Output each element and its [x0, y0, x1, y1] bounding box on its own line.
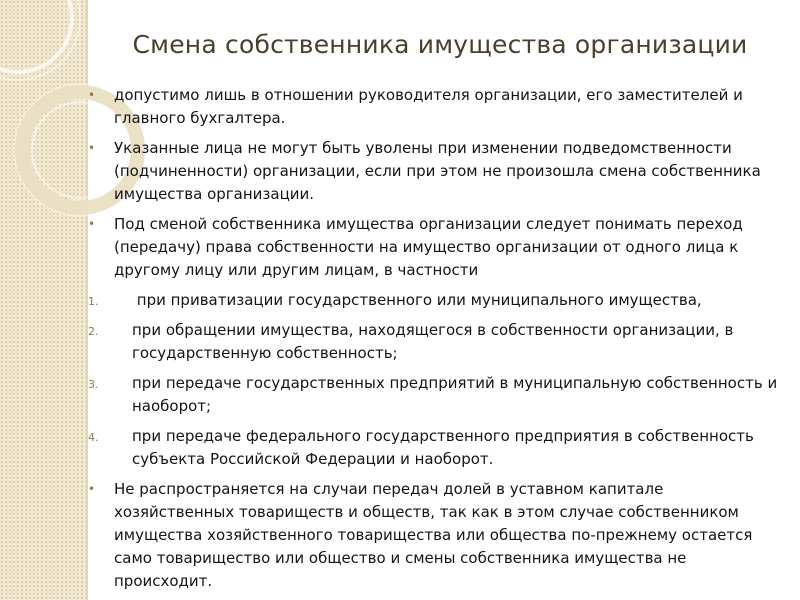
number-marker: 1. — [88, 295, 99, 308]
numbered-item-text: при передаче государственных предприятий в муниципальную собственность и наоборот; — [132, 374, 778, 415]
number-marker: 2. — [88, 325, 99, 338]
bullet-dot-icon: • — [88, 88, 96, 102]
numbered-item — [88, 425, 778, 471]
list-item — [88, 478, 778, 593]
bullet-dot-icon: • — [88, 141, 96, 155]
numbered-item — [88, 372, 778, 418]
list-item — [88, 213, 778, 282]
list-item — [88, 84, 778, 130]
numbered-item — [88, 319, 778, 365]
bullet-dot-icon: • — [88, 482, 96, 496]
list-item-text: Указанные лица не могут быть уволены при изменении подведомственности (подчиненности) организации, если при этом не произошла смена собственника имущества организации. — [114, 139, 761, 203]
slide-content — [88, 84, 778, 600]
list-item-text: Не распространяется на случаи передач долей в уставном капитале хозяйственных товариществ и обществ, так как в этом случае собственником имущества хозяйственного товарищества или общества по-прежнему остается само товарищество или общество и смены собственника имущества не происходит. — [114, 480, 753, 590]
list-item — [88, 137, 778, 206]
slide-title: Смена собственника имущества организации — [132, 30, 748, 59]
list-item-text: Под сменой собственника имущества организации следует понимать переход (передачу) права собственности на имущество организации от одного лица к другому лицу или другим лицам, в частности — [114, 215, 743, 279]
bullet-dot-icon: • — [88, 217, 96, 231]
numbered-item-text: при приватизации государственного или муниципального имущества, — [132, 291, 702, 309]
number-marker: 4. — [88, 431, 99, 444]
numbered-item-text: при обращении имущества, находящегося в собственности организации, в государственную собственность; — [132, 321, 734, 362]
numbered-item-text: при передаче федерального государственного предприятия в собственность субъекта Российской Федерации и наоборот. — [132, 427, 754, 468]
numbered-item — [88, 289, 778, 312]
number-marker: 3. — [88, 378, 99, 391]
list-item-text: допустимо лишь в отношении руководителя организации, его заместителей и главного бухгалтера. — [114, 86, 743, 127]
decorative-side-band — [0, 0, 88, 600]
